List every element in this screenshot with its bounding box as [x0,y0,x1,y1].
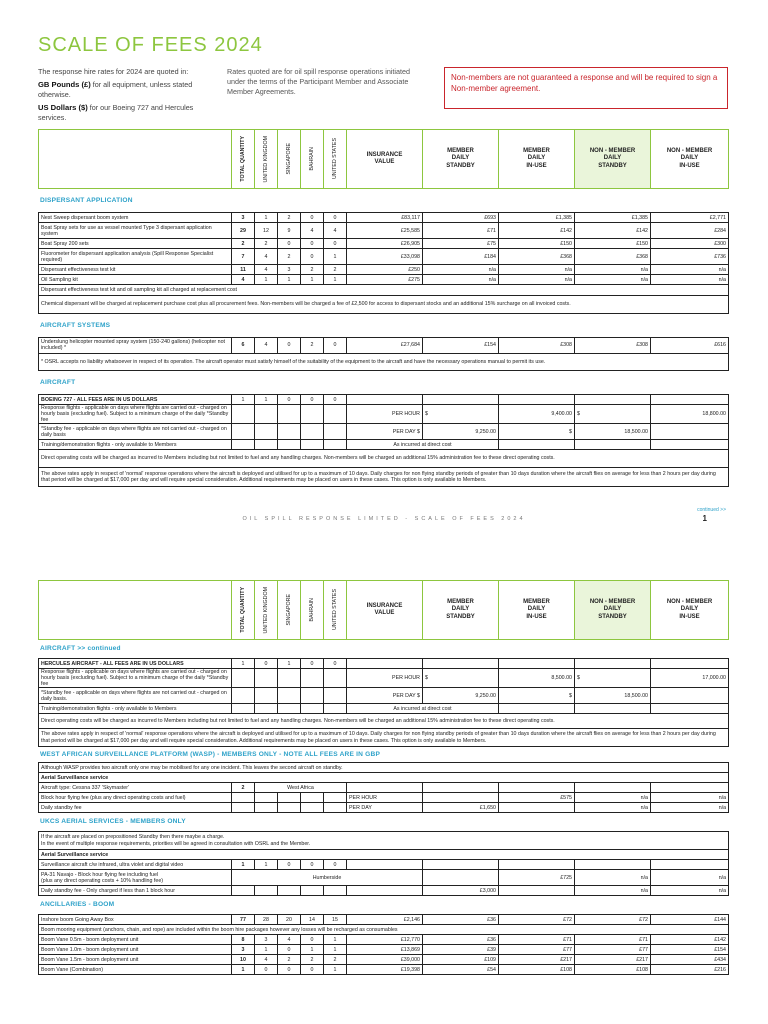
boeing-per-day-label: PER DAY [392,428,416,435]
dispersant-fee: £150 [499,239,575,249]
wasp-table [38,762,729,813]
boeing-standby-row [39,424,729,440]
boeing-standby-member: 9,250.00 [423,424,499,440]
ancillaries-table [38,914,729,975]
dispersant-qty: 2 [324,265,347,275]
dispersant-fee: £25,585 [347,223,423,239]
ancillary-qty: 1 [232,965,255,975]
header-member-standby: MEMBER DAILY STANDBY [423,581,499,640]
ancillary-fee: £217 [575,955,651,965]
dispersant-row [39,223,729,239]
dispersant-qty: 4 [324,223,347,239]
ancillary-qty: 14 [301,915,324,925]
dispersant-item-name: Fluorometer for dispersant application analysis (Spill Response Specialist required) [39,249,232,265]
dispersant-qty: 4 [255,249,278,265]
wasp-service: Aerial Surveillance service [39,773,729,783]
boeing-per-hour: PER HOUR [347,405,423,424]
column-header-row [39,130,729,189]
ancillary-qty: 77 [232,915,255,925]
dispersant-row [39,239,729,249]
dispersant-qty: 2 [232,239,255,249]
boeing-standby-text: *Standby fee - applicable on days where flights are not carried out - charged on daily basis [39,424,232,440]
wasp-daily-text: Daily standby fee [39,803,232,813]
header-member-inuse: MEMBER DAILY IN-USE [499,581,575,640]
ancillary-qty: 4 [255,955,278,965]
boeing-training-row [39,440,729,450]
dispersant-item-name: Boat Spray sets for use as vessel mounted Type 3 dispersant application system [39,223,232,239]
ancillary-fee: £109 [423,955,499,965]
ukcs-qty-sg: 0 [278,860,301,870]
hercules-title: HERCULES AIRCRAFT - ALL FEES ARE IN US DOLLARS [39,659,232,669]
dispersant-item-name: Nest Sweep dispersant boom system [39,213,232,223]
intro-usd [38,103,218,123]
boeing-response-dollar-nm: $ [575,405,651,424]
wasp-block-nm-inuse: n/a [651,793,729,803]
header-insurance-value: INSURANCE VALUE [347,581,423,640]
column-header-row-page2 [39,581,729,640]
dispersant-qty: 2 [278,249,301,265]
ancillary-item-name: Boom Vane (Combination) [39,965,232,975]
ukcs-qty-us: 0 [324,860,347,870]
ukcs-pa31-text: PA-31 Navajo - Block hour flying fee including fuel (plus any direct operating costs + 10% handling fee) [39,870,232,886]
wasp-block-nm-standby: n/a [575,793,651,803]
header-total-quantity: TOTAL QUANTITY [240,136,246,182]
ancillary-item-name: Inshore boom Going Away Box [39,915,232,925]
dispersant-fee: £736 [651,249,729,265]
ancillary-row [39,965,729,975]
wasp-block-member: £575 [499,793,575,803]
header-total-quantity: TOTAL QUANTITY [240,587,246,633]
dispersant-fee: n/a [423,275,499,285]
dispersant-qty: 4 [255,265,278,275]
header-nonmember-standby: NON - MEMBER DAILY STANDBY [575,130,651,189]
aircraft-systems-row [39,337,729,353]
gbp-text: for all equipment, unless stated otherwise. [38,80,193,99]
ancillary-qty: 0 [278,945,301,955]
section-dispersant: DISPERSANT APPLICATION [40,197,133,204]
hercules-training-row [39,704,729,714]
boeing-response-dollar: $ [423,405,499,424]
ancillary-fee: £142 [651,935,729,945]
dispersant-fee: £275 [347,275,423,285]
ukcs-surveillance-text: Surveillance aircraft c/w infrared, ultra violet and digital video [39,860,232,870]
dispersant-fee: £1,385 [575,213,651,223]
ancillary-fee: £39,000 [347,955,423,965]
hercules-direct-cost: As incurred at direct cost [347,704,499,714]
aircraft-systems-table [38,337,729,371]
boeing-title-row [39,395,729,405]
dispersant-qty: 9 [278,223,301,239]
hercules-qty-bh: 0 [301,659,324,669]
ancillary-fee: £72 [499,915,575,925]
dispersant-fee: £75 [423,239,499,249]
hercules-per-hour: PER HOUR [347,669,423,688]
usd-label: US Dollars ($) [38,103,88,112]
wasp-daily-member: £1,650 [423,803,499,813]
ancillary-fee: £2,146 [347,915,423,925]
ancillary-qty: 1 [324,965,347,975]
hercules-per-day [347,688,423,704]
ukcs-intro: If the aircraft are placed on prepositioned Standby then there maybe a charge. In the event of multiple response requirements, priorities will be agreed in consultation with OSRL and the Member. [39,832,729,850]
nonmember-warning: Non-members are not guaranteed a response and will be required to sign a Non-member agreement. [444,67,728,109]
dispersant-fee: £26,905 [347,239,423,249]
dispersant-qty: 11 [232,265,255,275]
hercules-note-direct: Direct operating costs will be charged as incurred to Members including but not limited to fuel and any handling charges. Non-members will be charged an additional 15% administration fee to these direct operating costs. [39,714,729,729]
hercules-standby-nonmember: 18,500.00 [575,688,651,704]
aircraft-systems-qty: 4 [255,337,278,353]
dispersant-fee: £71 [423,223,499,239]
ancillary-fee: £54 [423,965,499,975]
ancillary-fee: £72 [575,915,651,925]
wasp-daily-nm-inuse: n/a [651,803,729,813]
ancillary-qty: 20 [278,915,301,925]
ancillary-item-name: Boom Vane 1.5m - boom deployment unit [39,955,232,965]
hercules-response-nonmember: 17,000.00 [651,669,729,688]
boeing-table [38,394,729,487]
ancillary-qty: 1 [301,945,324,955]
dispersant-fee: £184 [423,249,499,265]
ancillaries-note: Boom mooring equipment (anchors, chain, and rope) are included within the boom hire packages however any losses will be recharged as consumables [39,925,729,935]
ancillary-fee: £13,869 [347,945,423,955]
dispersant-qty: 1 [324,275,347,285]
ukcs-daily-insurance: £3,000 [423,886,499,896]
dispersant-qty: 1 [324,249,347,265]
ancillary-fee: £12,770 [347,935,423,945]
header-insurance-value: INSURANCE VALUE [347,130,423,189]
ancillary-qty: 0 [301,935,324,945]
ancillary-item-name: Boom Vane 0.5m - boom deployment unit [39,935,232,945]
header-member-inuse: MEMBER DAILY IN-USE [499,130,575,189]
header-bahrain: BAHRAIN [309,598,315,622]
dispersant-qty: 0 [301,213,324,223]
ukcs-daily-text: Daily standby fee - Only charged if less than 1 block hour [39,886,232,896]
dispersant-qty: 3 [278,265,301,275]
ancillary-qty: 8 [232,935,255,945]
section-aircraft-systems: AIRCRAFT SYSTEMS [40,321,111,329]
section-ancillaries: ANCILLARIES - BOOM [40,901,115,909]
aircraft-systems-item-name: Underslung helicopter mounted spray system (150-240 gallons) (helicopter not included) * [39,337,232,353]
dispersant-qty: 1 [255,213,278,223]
ancillary-fee: £71 [575,935,651,945]
hercules-standby-dollar: $ [417,692,420,699]
header-nonmember-inuse: NON - MEMBER DAILY IN-USE [651,130,729,189]
ukcs-daily-row [39,886,729,896]
hercules-qty-uk: 0 [255,659,278,669]
ancillary-fee: £434 [651,955,729,965]
ancillary-fee: £108 [575,965,651,975]
dispersant-row [39,213,729,223]
ancillary-fee: £39 [423,945,499,955]
hercules-response-row [39,669,729,688]
dispersant-item-name: Boat Spray 200 sets [39,239,232,249]
dispersant-qty: 2 [278,213,301,223]
dispersant-qty: 3 [232,213,255,223]
boeing-response-text: Response flights - applicable on days where flights are carried out - charged on hourly basis (excluding fuel). Subject to a minimum charge of the daily *Standby fee [39,405,232,424]
ukcs-location: Humberside [232,870,423,886]
boeing-qty-total: 1 [232,395,255,405]
boeing-standby-nonmember: 18,500.00 [575,424,651,440]
boeing-standby-dollar: $ [417,428,420,435]
dispersant-qty: 0 [324,239,347,249]
dispersant-fee: £693 [423,213,499,223]
dispersant-qty: 29 [232,223,255,239]
aircraft-systems-fee: £616 [651,337,729,353]
boeing-training-text: Training/demonstration flights - only available to Members [39,440,232,450]
ancillary-qty: 1 [324,935,347,945]
boeing-standby-dollar-nm: $ [499,424,575,440]
ancillary-qty: 4 [278,935,301,945]
dispersant-qty: 1 [301,275,324,285]
intro-line: The response hire rates for 2024 are quoted in: [38,67,189,76]
ancillary-fee: £77 [499,945,575,955]
wasp-aircraft-row [39,783,729,793]
page-footer: OIL SPILL RESPONSE LIMITED - SCALE OF FEES 2024 [242,516,526,522]
wasp-location: West Africa [255,783,347,793]
hercules-response-text: Response flights - applicable on days where flights are carried out - charged on hourly basis (excluding fuel). Subject to a minimum charge of the daily *Standby fee [39,669,232,688]
dispersant-fee: n/a [499,265,575,275]
ancillary-qty: 1 [324,945,347,955]
dispersant-fee: £368 [575,249,651,265]
dispersant-qty: 4 [301,223,324,239]
boeing-response-member: 9,400.00 [499,405,575,424]
ancillary-qty: 2 [301,955,324,965]
aircraft-systems-fee: £308 [575,337,651,353]
dispersant-fee: n/a [575,265,651,275]
dispersant-fee: £250 [347,265,423,275]
wasp-block-unit: PER HOUR [347,793,423,803]
boeing-response-row [39,405,729,424]
hercules-note-rates: The above rates apply in respect of 'normal' response operations where the aircraft is deployed and utilised for up to a maximum of 10 days. Daily charges for non flying standby periods of greater than 10 days duration where the aircraft flies on average for less than 2 hours per day during that period will be charged at $17,000 per day and will require special consideration. Additional requirements may be placed on users in these cases. This option is only available to Members. [39,729,729,747]
ancillary-row [39,915,729,925]
dispersant-table [38,212,729,314]
header-bahrain: BAHRAIN [309,147,315,171]
section-aircraft-continued: AIRCRAFT >> continued [40,645,121,652]
wasp-aircraft-type: Aircraft type: Cessna 337 'Skymaster' [39,783,232,793]
ukcs-table [38,831,729,896]
ancillary-qty: 0 [255,965,278,975]
dispersant-fee: £1,385 [499,213,575,223]
wasp-daily-row [39,803,729,813]
hercules-standby-member: 9,250.00 [423,688,499,704]
dispersant-fee: £142 [575,223,651,239]
hercules-standby-dollar-nm: $ [499,688,575,704]
wasp-block-text: Block hour flying fee (plus any direct operating costs and fuel) [39,793,232,803]
ancillary-item-name: Boom Vane 1.0m - boom deployment unit [39,945,232,955]
ancillary-qty: 0 [278,965,301,975]
boeing-title: BOEING 727 - ALL FEES ARE IN US DOLLARS [39,395,232,405]
aircraft-systems-note: * OSRL accepts no liability whatsoever in respect of its operation. The aircraft operator must satisfy himself of the suitability of the equipment to the aircraft and have the necessary operations manual to permit its use. [39,353,729,370]
section-aircraft: AIRCRAFT [40,379,76,387]
dispersant-fee: £33,098 [347,249,423,265]
ukcs-pa31-row [39,870,729,886]
page-number: 1 [702,514,707,523]
dispersant-qty: 1 [255,275,278,285]
aircraft-systems-qty: 2 [301,337,324,353]
ancillary-fee: £19,398 [347,965,423,975]
hercules-table [38,658,729,747]
ancillary-qty: 0 [301,965,324,975]
ukcs-pa31-member: £725 [499,870,575,886]
intro-text [38,67,218,123]
ancillary-qty: 3 [232,945,255,955]
ukcs-service: Aerial Surveillance service [39,850,729,860]
boeing-note-direct: Direct operating costs will be charged as incurred to Members including but not limited to fuel and any handling charges. Non-members will be charged an additional 15% administration fee to these direct operating costs. [39,450,729,467]
header-united-states: UNITED STATES [332,138,338,180]
ancillary-fee: £154 [651,945,729,955]
intro-gbp [38,80,218,100]
dispersant-row [39,265,729,275]
header-singapore: SINGAPORE [286,594,292,626]
hercules-response-dollar-nm: $ [575,669,651,688]
usd-text: for our Boeing 727 and Hercules services. [38,103,194,122]
header-united-kingdom: UNITED KINGDOM [263,586,269,634]
ancillary-qty: 1 [255,945,278,955]
hercules-per-day-label: PER DAY [392,692,416,699]
boeing-qty-uk: 1 [255,395,278,405]
dispersant-fee: n/a [499,275,575,285]
wasp-intro: Although WASP provides two aircraft only one may be mobilised for any one incident. This leaves the second aircraft on standby. [39,763,729,773]
ukcs-surveillance-row [39,860,729,870]
ancillary-row [39,955,729,965]
ancillary-fee: £36 [423,935,499,945]
dispersant-fee: £83,117 [347,213,423,223]
ancillary-row [39,945,729,955]
dispersant-item-name: Dispersant effectiveness test kit [39,265,232,275]
boeing-direct-cost: As incurred at direct cost [347,440,499,450]
continued-label: continued >> [697,507,726,513]
gbp-label: GB Pounds (£) [38,80,91,89]
aircraft-systems-qty: 0 [278,337,301,353]
ukcs-daily-nm-inuse: n/a [651,886,729,896]
ancillary-fee: £108 [499,965,575,975]
aircraft-systems-fee: £308 [499,337,575,353]
dispersant-qty: 0 [278,239,301,249]
wasp-daily-nm-standby: n/a [575,803,651,813]
aircraft-systems-fee: £27,684 [347,337,423,353]
page-title: SCALE OF FEES 2024 [38,34,263,56]
dispersant-qty: 0 [301,249,324,265]
dispersant-fee: n/a [651,265,729,275]
dispersant-fee: £2,771 [651,213,729,223]
boeing-note-rates: The above rates apply in respect of 'normal' response operations where the aircraft is deployed and utilised for up to a maximum of 10 days. Daily charges for non flying standby periods of greater than 10 days duration where the aircraft flies on average for less than 2 hours per day during that period will be charged at $17,000 per day and will require special consideration. Additional requirements may be placed on users in these cases. This option is only available to Members. [39,467,729,487]
wasp-aircraft-qty: 2 [232,783,255,793]
dispersant-qty: 0 [301,239,324,249]
terms-text: Rates quoted are for oil spill response operations initiated under the terms of the Participant Member and Associate Member Agreements. [227,67,410,96]
hercules-qty-total: 1 [232,659,255,669]
header-nonmember-inuse: NON - MEMBER DAILY IN-USE [651,581,729,640]
hercules-qty-us: 0 [324,659,347,669]
header-united-kingdom: UNITED KINGDOM [263,135,269,183]
ancillary-qty: 15 [324,915,347,925]
aircraft-systems-fee: £154 [423,337,499,353]
dispersant-fee: n/a [575,275,651,285]
dispersant-fee: n/a [423,265,499,275]
hercules-response-dollar: $ [423,669,499,688]
dispersant-row [39,249,729,265]
fees-table-page1 [38,129,729,487]
hercules-training-text: Training/demonstration flights - only available to Members [39,704,232,714]
boeing-qty-us: 0 [324,395,347,405]
section-wasp: WEST AFRICAN SURVEILLANCE PLATFORM (WASP) - MEMBERS ONLY - NOTE ALL FEES ARE IN GBP [40,751,381,759]
aircraft-systems-qty: 6 [232,337,255,353]
ukcs-pa31-nm-inuse: n/a [651,870,729,886]
ancillary-qty: 3 [255,935,278,945]
ancillary-fee: £144 [651,915,729,925]
ancillary-fee: £36 [423,915,499,925]
ancillary-qty: 10 [232,955,255,965]
dispersant-qty: 7 [232,249,255,265]
ancillary-qty: 2 [324,955,347,965]
header-nonmember-standby: NON - MEMBER DAILY STANDBY [575,581,651,640]
dispersant-row [39,275,729,285]
dispersant-qty: 1 [278,275,301,285]
dispersant-fee: £150 [575,239,651,249]
wasp-block-row [39,793,729,803]
boeing-qty-sg: 0 [278,395,301,405]
section-ukcs: UKCS AERIAL SERVICES - MEMBERS ONLY [40,818,186,826]
ukcs-qty-total: 1 [232,860,255,870]
header-united-states: UNITED STATES [332,589,338,631]
ukcs-daily-nm-standby: n/a [575,886,651,896]
hercules-standby-row [39,688,729,704]
dispersant-fee: £284 [651,223,729,239]
ancillary-qty: 2 [278,955,301,965]
ukcs-pa31-nm-standby: n/a [575,870,651,886]
boeing-per-day [347,424,423,440]
ancillary-fee: £71 [499,935,575,945]
boeing-qty-bh: 0 [301,395,324,405]
header-member-standby: MEMBER DAILY STANDBY [423,130,499,189]
hercules-response-member: 8,500.00 [499,669,575,688]
dispersant-fee: £368 [499,249,575,265]
dispersant-fee: £300 [651,239,729,249]
dispersant-kit-note: Dispersant effectiveness test kit and oil sampling kit all charged at replacement cost [39,285,729,296]
dispersant-item-name: Oil Sampling kit [39,275,232,285]
dispersant-qty: 4 [232,275,255,285]
ancillary-row [39,935,729,945]
dispersant-fee: £142 [499,223,575,239]
header-singapore: SINGAPORE [286,143,292,175]
ancillary-fee: £77 [575,945,651,955]
ancillary-fee: £216 [651,965,729,975]
ukcs-qty-uk: 1 [255,860,278,870]
dispersant-qty: 12 [255,223,278,239]
fees-table-page2 [38,580,729,975]
aircraft-systems-qty: 0 [324,337,347,353]
hercules-standby-text: *Standby fee - applicable on days where flights are not carried out - charged on daily basis. [39,688,232,704]
dispersant-qty: 2 [255,239,278,249]
ukcs-qty-bh: 0 [301,860,324,870]
ancillary-qty: 28 [255,915,278,925]
dispersant-note: Chemical dispersant will be charged at replacement purchase cost plus all procurement fees. Non-members will be charged a fee of £2,500 for access to dispersant stocks and an additional 15% surcharge on all invoiced costs. [39,296,729,313]
wasp-daily-unit: PER DAY [347,803,423,813]
dispersant-qty: 0 [324,213,347,223]
ancillary-fee: £217 [499,955,575,965]
boeing-response-nonmember: 18,800.00 [651,405,729,424]
dispersant-fee: n/a [651,275,729,285]
hercules-title-row [39,659,729,669]
dispersant-qty: 2 [301,265,324,275]
hercules-qty-sg: 1 [278,659,301,669]
